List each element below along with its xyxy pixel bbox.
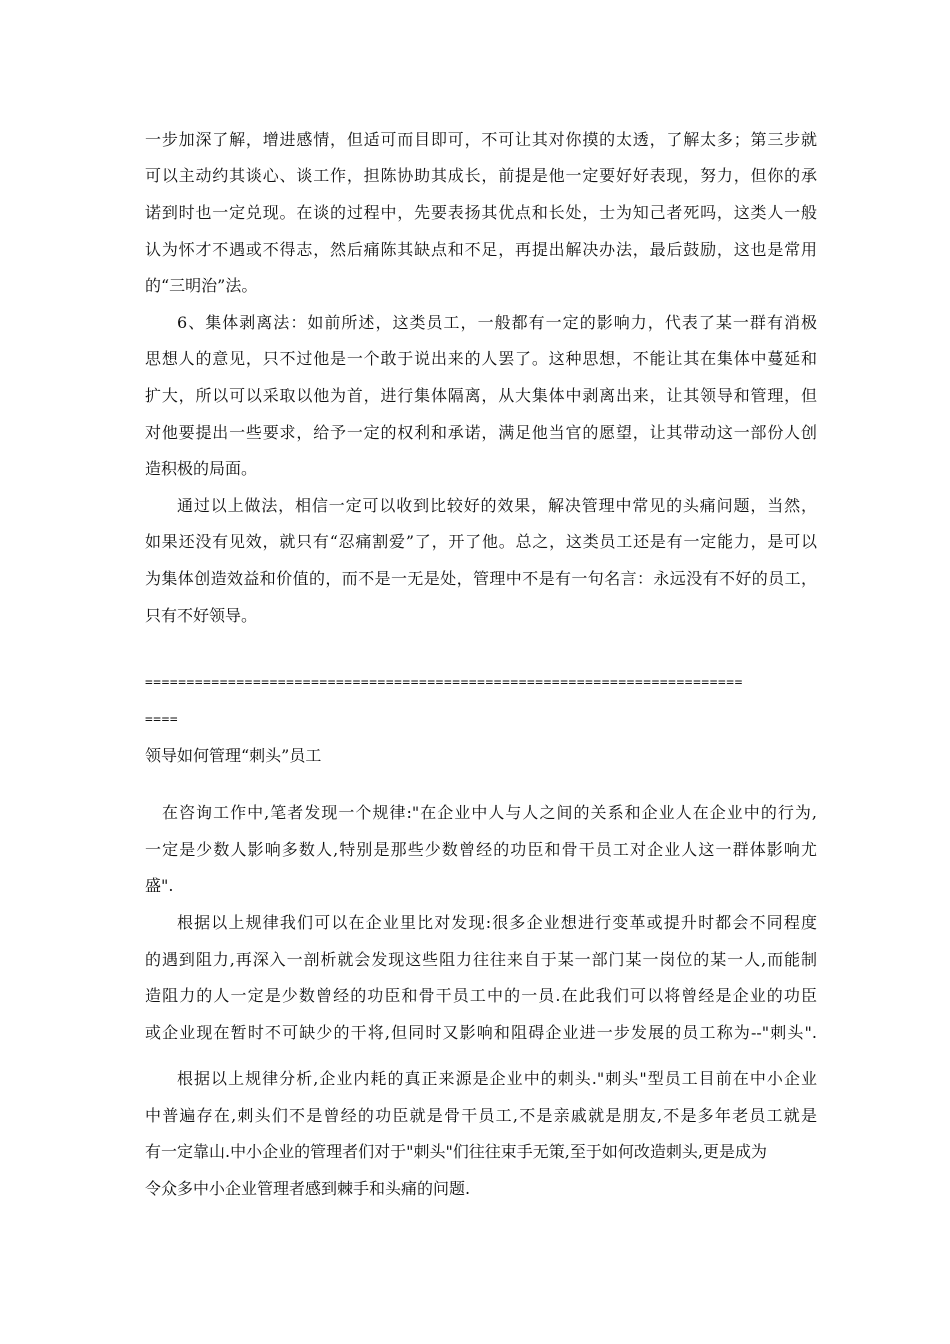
paragraph-line: 扩大，所以可以采取以他为首，进行集体隔离，从大集体中剥离出来，让其领导和管理，但: [145, 386, 817, 405]
paragraph-first-line: 根据以上规律我们可以在企业里比对发现:很多企业想进行变革或提升时都会不同程度: [177, 913, 817, 932]
paragraph-line: 诺到时也一定兑现。在谈的过程中，先要表扬其优点和长处，士为知己者死吗，这类人一般: [145, 203, 817, 222]
paragraph-line: 可以主动约其谈心、谈工作，担陈协助其成长，前提是他一定要好好表现，努力，但你的承: [145, 166, 817, 185]
paragraph-line: 造积极的局面。: [145, 459, 258, 478]
paragraph-line: 认为怀才不遇或不得志，然后痛陈其缺点和不足，再提出解决办法，最后鼓励，这也是常用: [145, 240, 817, 259]
paragraph-line: 盛".: [145, 876, 174, 895]
paragraph-line: 或企业现在暂时不可缺少的干将,但同时又影响和阻碍企业进一步发展的员工称为--"刺头".: [145, 1023, 817, 1042]
paragraph-line: 有一定靠山.中小企业的管理者们对于"刺头"们往往束手无策,至于如何改造刺头,更是成为: [145, 1142, 767, 1161]
paragraph-line: 一步加深了解，增进感情，但适可而目即可，不可让其对你摸的太透，了解太多；第三步就: [145, 130, 817, 149]
paragraph-line: 的遇到阻力,再深入一剖析就会发现这些阻力往往来自于某一部门某一岗位的某一人,而能制: [145, 950, 817, 969]
paragraph-first-line: 6、集体剥离法：如前所述，这类员工，一般都有一定的影响力，代表了某一群有消极: [177, 313, 817, 332]
paragraph-line: 只有不好领导。: [145, 606, 258, 625]
paragraph-first-line: 根据以上规律分析,企业内耗的真正来源是企业中的刺头."刺头"型员工目前在中小企业: [177, 1069, 817, 1088]
paragraph-line: 造阻力的人一定是少数曾经的功臣和骨干员工中的一员.在此我们可以将曾经是企业的功臣: [145, 986, 817, 1005]
paragraph-line: 令众多中小企业管理者感到棘手和头痛的问题.: [145, 1179, 471, 1198]
paragraph-line: 对他要提出一些要求，给予一定的权利和承诺，满足他当官的愿望，让其带动这一部份人创: [145, 423, 817, 442]
paragraph-line: 的“三明治”法。: [145, 276, 258, 295]
paragraph-line: 一定是少数人影响多数人,特别是那些少数曾经的功臣和骨干员工对企业人这一群体影响尤: [145, 840, 817, 859]
paragraph-line: 中普遍存在,刺头们不是曾经的功臣就是骨干员工,不是亲戚就是朋友,不是多年老员工就是: [145, 1106, 817, 1125]
paragraph-line: 为集体创造效益和价值的，而不是一无是处，管理中不是有一句名言：永远没有不好的员工，: [145, 569, 817, 588]
paragraph-first-line: 在咨询工作中,笔者发现一个规律:"在企业中人与人之间的关系和企业人在企业中的行为,: [162, 803, 817, 822]
separator-line: ========================================================================: [145, 675, 743, 690]
paragraph-line: 如果还没有见效，就只有“忍痛割爱”了，开了他。总之，这类员工还是有一定能力，是可以: [145, 532, 817, 551]
paragraph-first-line: 通过以上做法，相信一定可以收到比较好的效果，解决管理中常见的头痛问题，当然，: [177, 496, 817, 515]
article-title: 领导如何管理“刺头”员工: [145, 746, 322, 765]
paragraph-line: 思想人的意见，只不过他是一个敢于说出来的人罢了。这种思想，不能让其在集体中蔓延和: [145, 349, 817, 368]
separator-line: ====: [145, 712, 179, 727]
